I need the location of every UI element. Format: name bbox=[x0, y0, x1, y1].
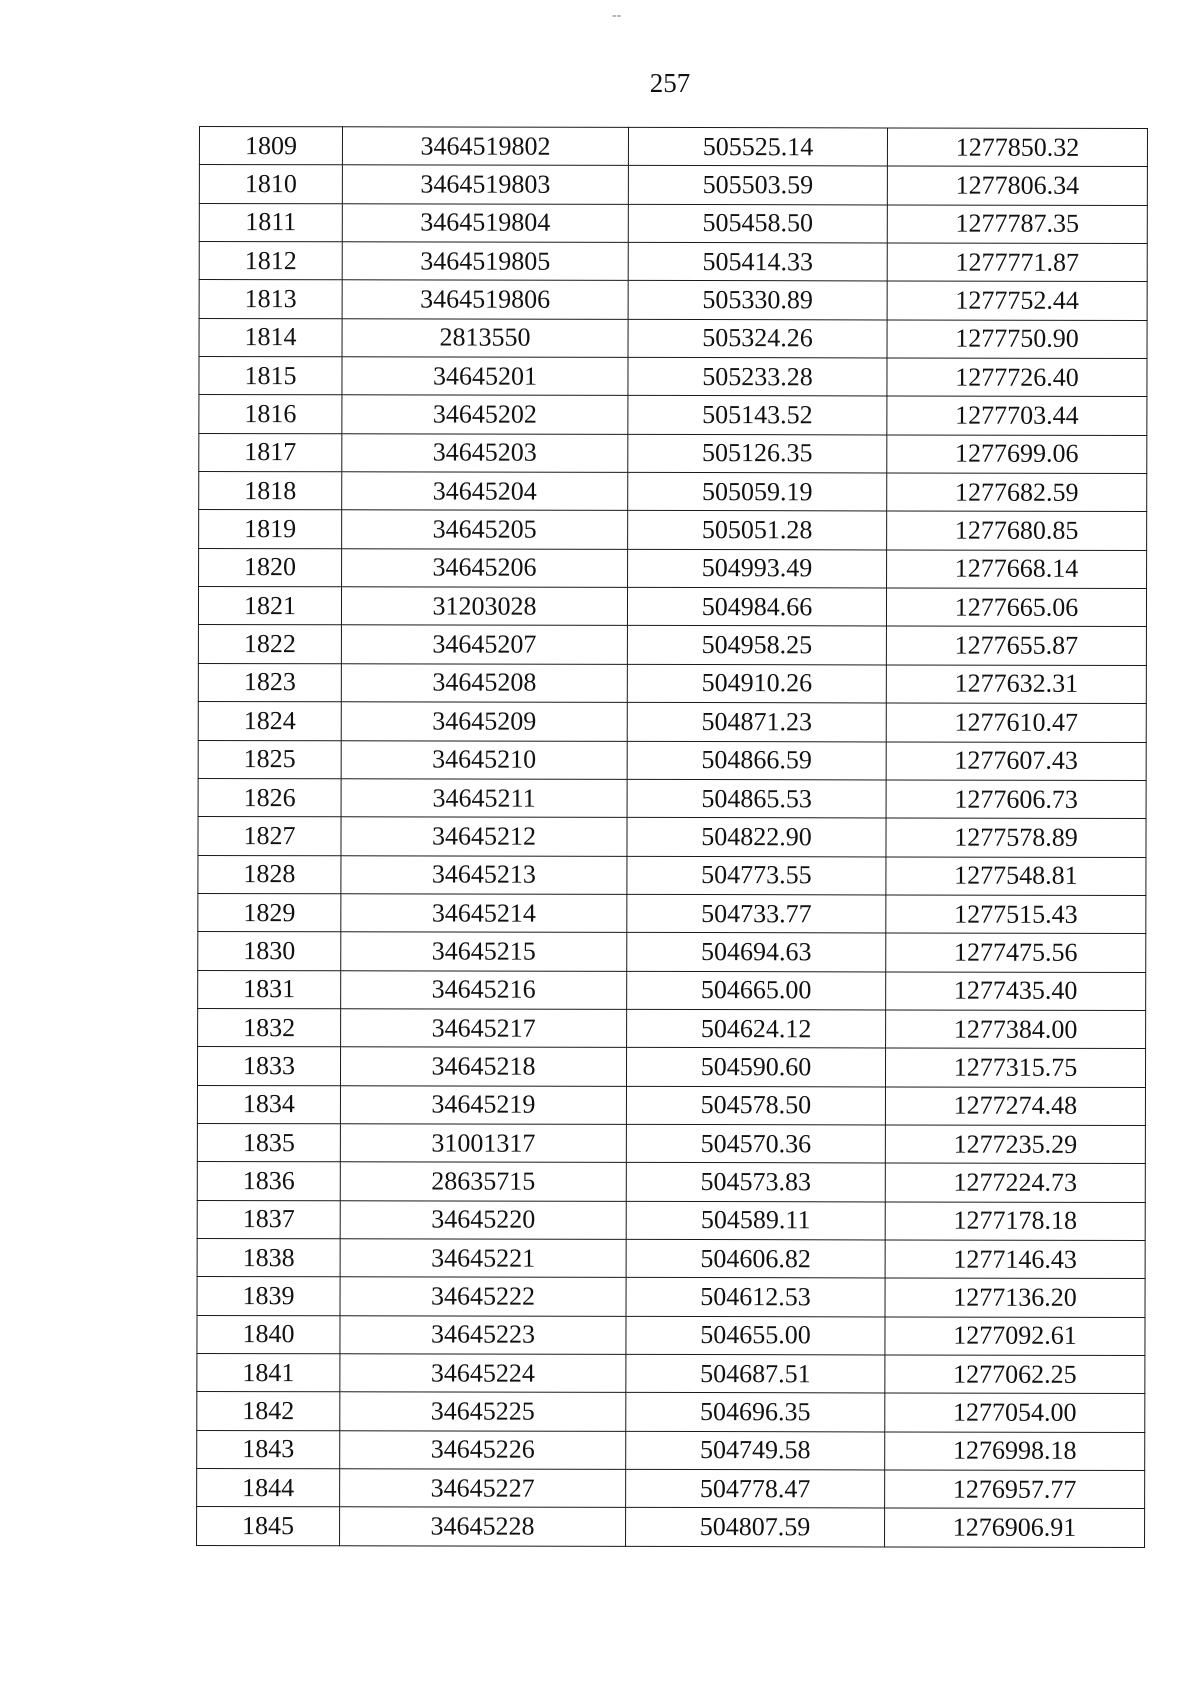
point-code-cell: 34645223 bbox=[340, 1315, 626, 1354]
x-coordinate-cell: 504589.11 bbox=[626, 1201, 885, 1240]
point-code-cell: 34645206 bbox=[342, 549, 628, 588]
point-number-cell: 1835 bbox=[197, 1123, 340, 1162]
point-code-cell: 34645214 bbox=[341, 894, 627, 933]
x-coordinate-cell: 504624.12 bbox=[627, 1009, 886, 1048]
x-coordinate-cell: 504871.23 bbox=[627, 703, 886, 742]
table-row bbox=[197, 1430, 1145, 1470]
y-coordinate-cell: 1277750.90 bbox=[887, 320, 1147, 359]
table-row bbox=[198, 893, 1146, 933]
point-number-cell: 1814 bbox=[199, 318, 342, 357]
x-coordinate-cell: 504590.60 bbox=[626, 1048, 885, 1087]
point-number-cell: 1829 bbox=[198, 893, 341, 932]
point-code-cell: 34645216 bbox=[341, 970, 627, 1009]
page-number: 257 bbox=[649, 68, 691, 98]
x-coordinate-cell: 504655.00 bbox=[626, 1316, 885, 1355]
point-number-cell: 1812 bbox=[199, 242, 342, 281]
table-row bbox=[198, 855, 1146, 895]
x-coordinate-cell: 504807.59 bbox=[626, 1508, 885, 1547]
coordinate-table-body bbox=[197, 127, 1148, 1548]
y-coordinate-cell: 1277726.40 bbox=[887, 358, 1147, 397]
point-code-cell: 34645213 bbox=[341, 855, 627, 894]
table-row bbox=[199, 165, 1147, 205]
x-coordinate-cell: 504993.49 bbox=[628, 549, 887, 588]
point-code-cell: 34645208 bbox=[341, 664, 627, 703]
point-code-cell: 34645221 bbox=[340, 1239, 626, 1278]
point-code-cell: 34645202 bbox=[342, 395, 628, 434]
point-number-cell: 1834 bbox=[197, 1085, 340, 1124]
table-row bbox=[198, 817, 1146, 857]
point-code-cell: 34645207 bbox=[341, 625, 627, 664]
table-row bbox=[197, 1353, 1145, 1393]
table-row bbox=[198, 702, 1146, 742]
table-row bbox=[199, 472, 1147, 512]
point-number-cell: 1833 bbox=[197, 1047, 340, 1086]
x-coordinate-cell: 505051.28 bbox=[628, 511, 887, 550]
x-coordinate-cell: 504958.25 bbox=[627, 626, 886, 665]
table-row bbox=[198, 587, 1146, 627]
point-code-cell: 31001317 bbox=[340, 1124, 626, 1163]
x-coordinate-cell: 504984.66 bbox=[627, 588, 886, 627]
table-row bbox=[199, 395, 1147, 435]
point-code-cell: 3464519803 bbox=[342, 165, 628, 204]
point-code-cell: 2813550 bbox=[342, 319, 628, 358]
table-row bbox=[197, 1507, 1145, 1547]
x-coordinate-cell: 504570.36 bbox=[626, 1124, 885, 1163]
table-row bbox=[199, 203, 1147, 243]
point-code-cell: 34645226 bbox=[340, 1430, 626, 1469]
point-code-cell: 28635715 bbox=[340, 1162, 626, 1201]
coordinate-table bbox=[196, 126, 1148, 1548]
x-coordinate-cell: 504749.58 bbox=[626, 1431, 885, 1470]
point-code-cell: 34645217 bbox=[341, 1009, 627, 1048]
point-number-cell: 1822 bbox=[198, 625, 341, 664]
point-code-cell: 34645215 bbox=[341, 932, 627, 971]
y-coordinate-cell: 1277146.43 bbox=[885, 1240, 1145, 1279]
table-row bbox=[197, 1277, 1145, 1317]
point-number-cell: 1838 bbox=[197, 1238, 340, 1277]
x-coordinate-cell: 505059.19 bbox=[628, 472, 887, 511]
table-row bbox=[198, 740, 1146, 780]
x-coordinate-cell: 504687.51 bbox=[626, 1354, 885, 1393]
point-number-cell: 1815 bbox=[199, 357, 342, 396]
table-row bbox=[197, 1238, 1145, 1278]
point-number-cell: 1824 bbox=[198, 702, 341, 741]
x-coordinate-cell: 505458.50 bbox=[628, 204, 887, 243]
y-coordinate-cell: 1277315.75 bbox=[885, 1048, 1145, 1087]
x-coordinate-cell: 504578.50 bbox=[626, 1086, 885, 1125]
y-coordinate-cell: 1277752.44 bbox=[887, 281, 1147, 320]
y-coordinate-cell: 1277682.59 bbox=[887, 473, 1147, 512]
point-number-cell: 1817 bbox=[199, 433, 342, 472]
point-number-cell: 1809 bbox=[199, 127, 342, 166]
point-number-cell: 1839 bbox=[197, 1277, 340, 1316]
point-number-cell: 1836 bbox=[197, 1162, 340, 1201]
x-coordinate-cell: 505324.26 bbox=[628, 319, 887, 358]
y-coordinate-cell: 1277274.48 bbox=[885, 1087, 1145, 1126]
x-coordinate-cell: 504910.26 bbox=[627, 664, 886, 703]
table-row bbox=[198, 663, 1146, 703]
point-number-cell: 1831 bbox=[198, 970, 341, 1009]
table-row bbox=[198, 970, 1146, 1010]
x-coordinate-cell: 505233.28 bbox=[628, 357, 887, 396]
point-number-cell: 1828 bbox=[198, 855, 341, 894]
y-coordinate-cell: 1277665.06 bbox=[886, 588, 1146, 627]
x-coordinate-cell: 505143.52 bbox=[628, 396, 887, 435]
point-number-cell: 1844 bbox=[197, 1469, 340, 1508]
x-coordinate-cell: 504778.47 bbox=[626, 1469, 885, 1508]
y-coordinate-cell: 1277632.31 bbox=[886, 665, 1146, 704]
y-coordinate-cell: 1277703.44 bbox=[887, 396, 1147, 435]
table-row bbox=[199, 318, 1147, 358]
point-number-cell: 1842 bbox=[197, 1392, 340, 1431]
point-number-cell: 1820 bbox=[199, 548, 342, 587]
point-code-cell: 3464519802 bbox=[342, 127, 628, 166]
point-code-cell: 34645219 bbox=[340, 1085, 626, 1124]
table-row bbox=[199, 280, 1147, 320]
table-row bbox=[197, 1392, 1145, 1432]
point-number-cell: 1840 bbox=[197, 1315, 340, 1354]
table-row bbox=[197, 1047, 1145, 1087]
x-coordinate-cell: 504866.59 bbox=[627, 741, 886, 780]
point-code-cell: 34645224 bbox=[340, 1354, 626, 1393]
table-row bbox=[197, 1085, 1145, 1125]
point-number-cell: 1845 bbox=[197, 1507, 340, 1546]
point-number-cell: 1821 bbox=[198, 587, 341, 626]
point-code-cell: 34645201 bbox=[342, 357, 628, 396]
y-coordinate-cell: 1277806.34 bbox=[887, 166, 1147, 205]
y-coordinate-cell: 1277610.47 bbox=[886, 703, 1146, 742]
x-coordinate-cell: 504696.35 bbox=[626, 1393, 885, 1432]
point-code-cell: 34645220 bbox=[340, 1200, 626, 1239]
x-coordinate-cell: 504665.00 bbox=[627, 971, 886, 1010]
x-coordinate-cell: 504606.82 bbox=[626, 1239, 885, 1278]
table-row bbox=[197, 1200, 1145, 1240]
point-number-cell: 1823 bbox=[198, 663, 341, 702]
y-coordinate-cell: 1276998.18 bbox=[885, 1432, 1145, 1471]
x-coordinate-cell: 505503.59 bbox=[628, 166, 887, 205]
x-coordinate-cell: 504694.63 bbox=[627, 933, 886, 972]
y-coordinate-cell: 1277850.32 bbox=[887, 128, 1147, 167]
point-code-cell: 3464519805 bbox=[342, 242, 628, 281]
y-coordinate-cell: 1277787.35 bbox=[887, 205, 1147, 244]
point-number-cell: 1837 bbox=[197, 1200, 340, 1239]
y-coordinate-cell: 1276906.91 bbox=[885, 1508, 1145, 1547]
x-coordinate-cell: 504573.83 bbox=[626, 1163, 885, 1202]
x-coordinate-cell: 504733.77 bbox=[627, 894, 886, 933]
table-row bbox=[197, 1162, 1145, 1202]
point-code-cell: 34645205 bbox=[342, 510, 628, 549]
y-coordinate-cell: 1277178.18 bbox=[885, 1202, 1145, 1241]
point-code-cell: 34645204 bbox=[342, 472, 628, 511]
point-code-cell: 3464519806 bbox=[342, 280, 628, 319]
y-coordinate-cell: 1277680.85 bbox=[887, 511, 1147, 550]
point-number-cell: 1813 bbox=[199, 280, 342, 319]
x-coordinate-cell: 504822.90 bbox=[627, 818, 886, 857]
point-code-cell: 34645225 bbox=[340, 1392, 626, 1431]
point-code-cell: 34645212 bbox=[341, 817, 627, 856]
point-number-cell: 1827 bbox=[198, 817, 341, 856]
point-code-cell: 34645210 bbox=[341, 740, 627, 779]
table-row bbox=[199, 510, 1147, 550]
y-coordinate-cell: 1277136.20 bbox=[885, 1278, 1145, 1317]
point-code-cell: 3464519804 bbox=[342, 203, 628, 242]
point-number-cell: 1843 bbox=[197, 1430, 340, 1469]
y-coordinate-cell: 1276957.77 bbox=[885, 1470, 1145, 1509]
y-coordinate-cell: 1277092.61 bbox=[885, 1317, 1145, 1356]
y-coordinate-cell: 1277062.25 bbox=[885, 1355, 1145, 1394]
y-coordinate-cell: 1277548.81 bbox=[886, 856, 1146, 895]
x-coordinate-cell: 505414.33 bbox=[628, 242, 887, 281]
y-coordinate-cell: 1277578.89 bbox=[886, 818, 1146, 857]
table-row bbox=[198, 625, 1146, 665]
point-number-cell: 1826 bbox=[198, 778, 341, 817]
table-row bbox=[199, 548, 1147, 588]
table-row bbox=[199, 127, 1147, 167]
point-code-cell: 34645218 bbox=[340, 1047, 626, 1086]
point-number-cell: 1810 bbox=[199, 165, 342, 204]
table-row bbox=[198, 778, 1146, 818]
x-coordinate-cell: 504773.55 bbox=[627, 856, 886, 895]
y-coordinate-cell: 1277515.43 bbox=[886, 895, 1146, 934]
point-number-cell: 1841 bbox=[197, 1353, 340, 1392]
point-number-cell: 1825 bbox=[198, 740, 341, 779]
y-coordinate-cell: 1277668.14 bbox=[887, 550, 1147, 589]
table-row bbox=[198, 932, 1146, 972]
page-top-mark: -- bbox=[612, 8, 622, 23]
y-coordinate-cell: 1277224.73 bbox=[885, 1163, 1145, 1202]
point-code-cell: 34645222 bbox=[340, 1277, 626, 1316]
y-coordinate-cell: 1277054.00 bbox=[885, 1393, 1145, 1432]
y-coordinate-cell: 1277435.40 bbox=[886, 972, 1146, 1011]
point-code-cell: 34645203 bbox=[342, 434, 628, 473]
y-coordinate-cell: 1277606.73 bbox=[886, 780, 1146, 819]
point-number-cell: 1811 bbox=[199, 203, 342, 242]
table-row bbox=[199, 433, 1147, 473]
y-coordinate-cell: 1277771.87 bbox=[887, 243, 1147, 282]
table-row bbox=[199, 357, 1147, 397]
table-row bbox=[197, 1315, 1145, 1355]
x-coordinate-cell: 505525.14 bbox=[628, 127, 887, 166]
y-coordinate-cell: 1277475.56 bbox=[886, 933, 1146, 972]
point-number-cell: 1819 bbox=[199, 510, 342, 549]
table-row bbox=[199, 242, 1147, 282]
y-coordinate-cell: 1277384.00 bbox=[886, 1010, 1146, 1049]
point-code-cell: 31203028 bbox=[341, 587, 627, 626]
point-number-cell: 1830 bbox=[198, 932, 341, 971]
y-coordinate-cell: 1277655.87 bbox=[886, 626, 1146, 665]
table-row bbox=[197, 1469, 1145, 1509]
point-number-cell: 1818 bbox=[199, 472, 342, 511]
table-row bbox=[197, 1123, 1145, 1163]
point-code-cell: 34645227 bbox=[340, 1469, 626, 1508]
y-coordinate-cell: 1277607.43 bbox=[886, 741, 1146, 780]
y-coordinate-cell: 1277235.29 bbox=[885, 1125, 1145, 1164]
y-coordinate-cell: 1277699.06 bbox=[887, 435, 1147, 474]
point-number-cell: 1832 bbox=[198, 1008, 341, 1047]
x-coordinate-cell: 504865.53 bbox=[627, 779, 886, 818]
point-code-cell: 34645211 bbox=[341, 779, 627, 818]
point-code-cell: 34645228 bbox=[340, 1507, 626, 1546]
point-number-cell: 1816 bbox=[199, 395, 342, 434]
point-code-cell: 34645209 bbox=[341, 702, 627, 741]
x-coordinate-cell: 505126.35 bbox=[628, 434, 887, 473]
x-coordinate-cell: 505330.89 bbox=[628, 281, 887, 320]
table-row bbox=[198, 1008, 1146, 1048]
x-coordinate-cell: 504612.53 bbox=[626, 1278, 885, 1317]
